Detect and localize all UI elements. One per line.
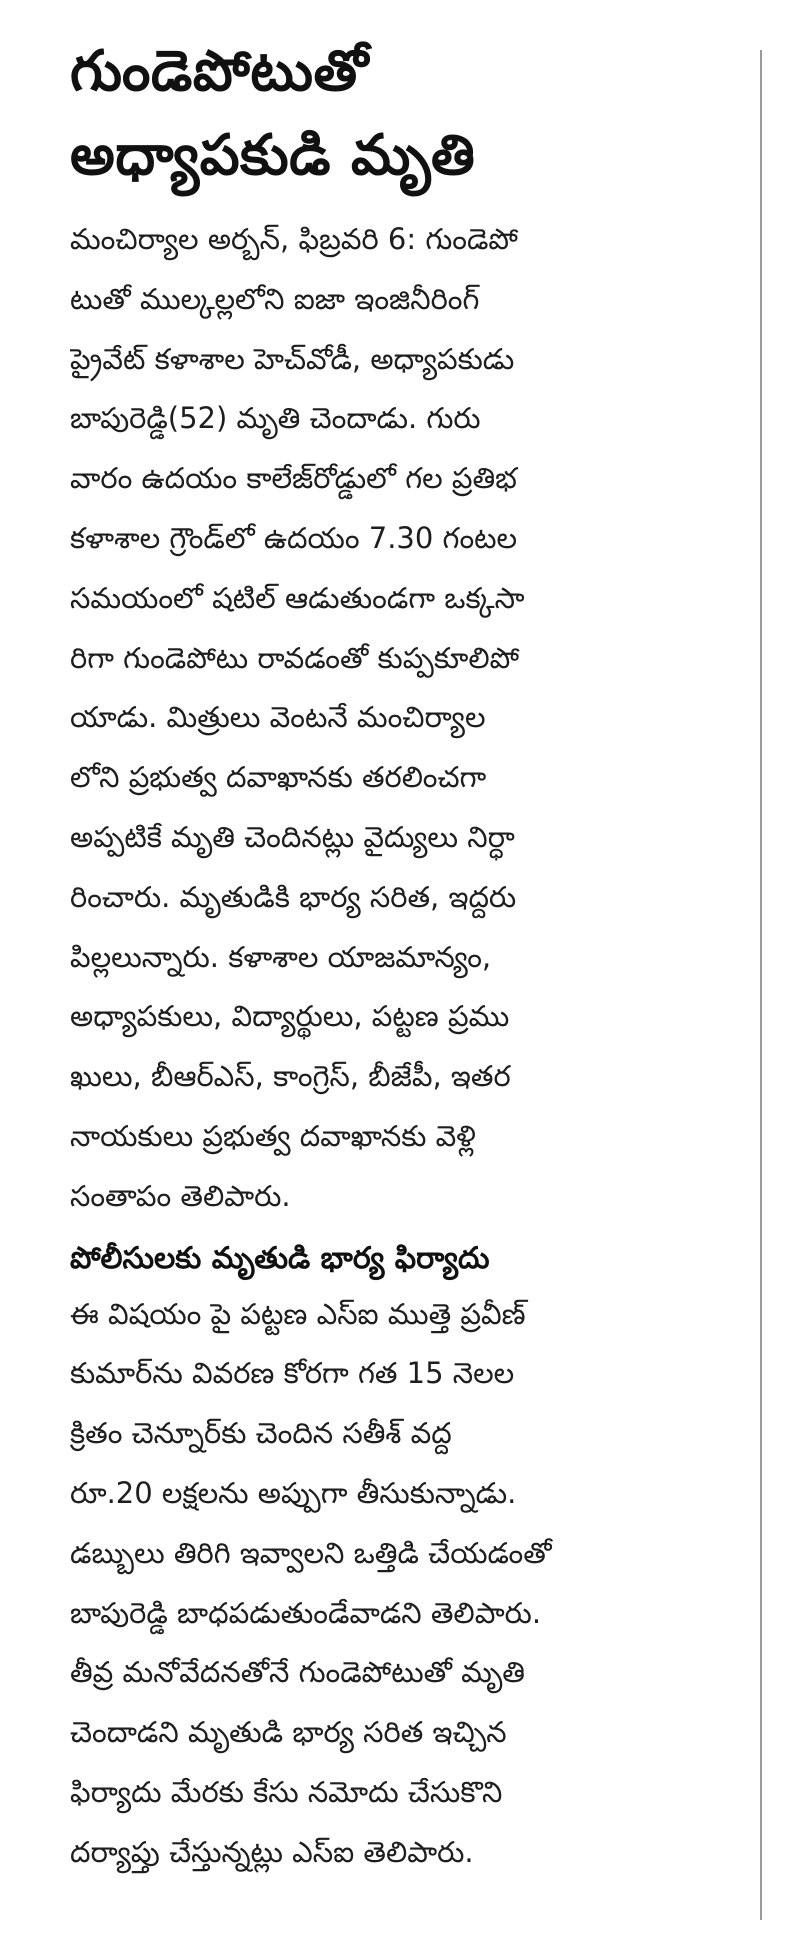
column-divider xyxy=(760,50,762,1920)
body-line: రిగా గుండెపోటు రావడంతో కుప్పకూలిపో xyxy=(70,640,520,675)
body-line: ఫిర్యాదు మేరకు కేసు నమోదు చేసుకొని xyxy=(70,1774,503,1809)
headline-line: అధ్యాపకుడి మృతి xyxy=(70,123,476,188)
headline-line: గుండెపోటుతో xyxy=(70,39,369,104)
body-line: తీవ్ర మనోవేదనతోనే గుండెపోటుతో మృతి xyxy=(70,1655,525,1690)
body-line: బాపురెడ్డి(52) మృతి చెందాడు. గురు xyxy=(70,401,481,436)
body-line: సంతాపం తెలిపారు. xyxy=(70,1178,291,1213)
body-line: సమయంలో షటిల్ ఆడుతుండగా ఒక్కసా xyxy=(70,580,525,615)
body-line: డబ్బులు తిరిగి ఇవ్వాలని ఒత్తిడి చేయడంతో xyxy=(70,1535,552,1570)
body-line: లోని ప్రభుత్వ దవాఖానకు తరలించగా xyxy=(70,760,487,795)
article-body-paragraph-1 xyxy=(70,210,710,1227)
body-line: పిల్లలున్నారు. కళాశాల యాజమాన్యం, xyxy=(70,939,492,974)
body-line: బాపురెడ్డి బాధపడుతుండేవాడని తెలిపారు. xyxy=(70,1595,542,1630)
body-line: మంచిర్యాల అర్బన్, ఫిబ్రవరి 6: గుండెపో xyxy=(70,222,518,256)
article-body-paragraph-2 xyxy=(70,1285,710,1883)
body-line: అప్పటికే మృతి చెందినట్లు వైద్యులు నిర్ధా xyxy=(70,819,515,854)
body-line: నాయకులు ప్రభుత్వ దవాఖానకు వెళ్లి xyxy=(70,1118,476,1153)
body-line: దర్యాప్తు చేస్తున్నట్లు ఎస్‌ఐ తెలిపారు. xyxy=(70,1834,474,1869)
body-line: రూ.20 లక్షలను అప్పుగా తీసుకున్నాడు. xyxy=(70,1475,517,1510)
body-line: టుతో ముల్కల్లలోని ఐజా ఇంజినీరింగ్ xyxy=(70,281,480,316)
body-line: ప్రైవేట్ కళాశాల హెచ్‌వోడీ, అధ్యాపకుడు xyxy=(70,341,515,376)
body-line: ఈ విషయం పై పట్టణ ఎస్‌ఐ ముత్తె ప్రవీణ్ xyxy=(70,1296,526,1331)
article-subheading: పోలీసులకు మృతుడి భార్య ఫిర్యాదు xyxy=(70,1240,490,1276)
body-line: రించారు. మృతుడికి భార్య సరిత, ఇద్దరు xyxy=(70,879,517,914)
body-line: క్రితం చెన్నూర్‌కు చెందిన సతీశ్ వద్ద xyxy=(70,1416,452,1451)
body-line: యాడు. మిత్రులు వెంటనే మంచిర్యాల xyxy=(70,700,486,735)
body-line: చెందాడని మృతుడి భార్య సరిత ఇచ్చిన xyxy=(70,1715,507,1750)
headline xyxy=(70,30,710,198)
body-line: వారం ఉదయం కాలేజ్‌రోడ్డులో గల ప్రతిభ xyxy=(70,461,517,496)
body-line: కళాశాల గ్రౌండ్‌లో ఉదయం 7.30 గంటల xyxy=(70,520,518,555)
body-line: అధ్యాపకులు, విద్యార్థులు, పట్టణ ప్రము xyxy=(70,999,510,1034)
body-line: ఖులు, బీఆర్‌ఎస్, కాంగ్రెస్, బీజేపీ, ఇతర xyxy=(70,1059,511,1094)
news-article xyxy=(70,30,710,1883)
body-line: కుమార్‌ను వివరణ కోరగా గత 15 నెలల xyxy=(70,1356,515,1391)
